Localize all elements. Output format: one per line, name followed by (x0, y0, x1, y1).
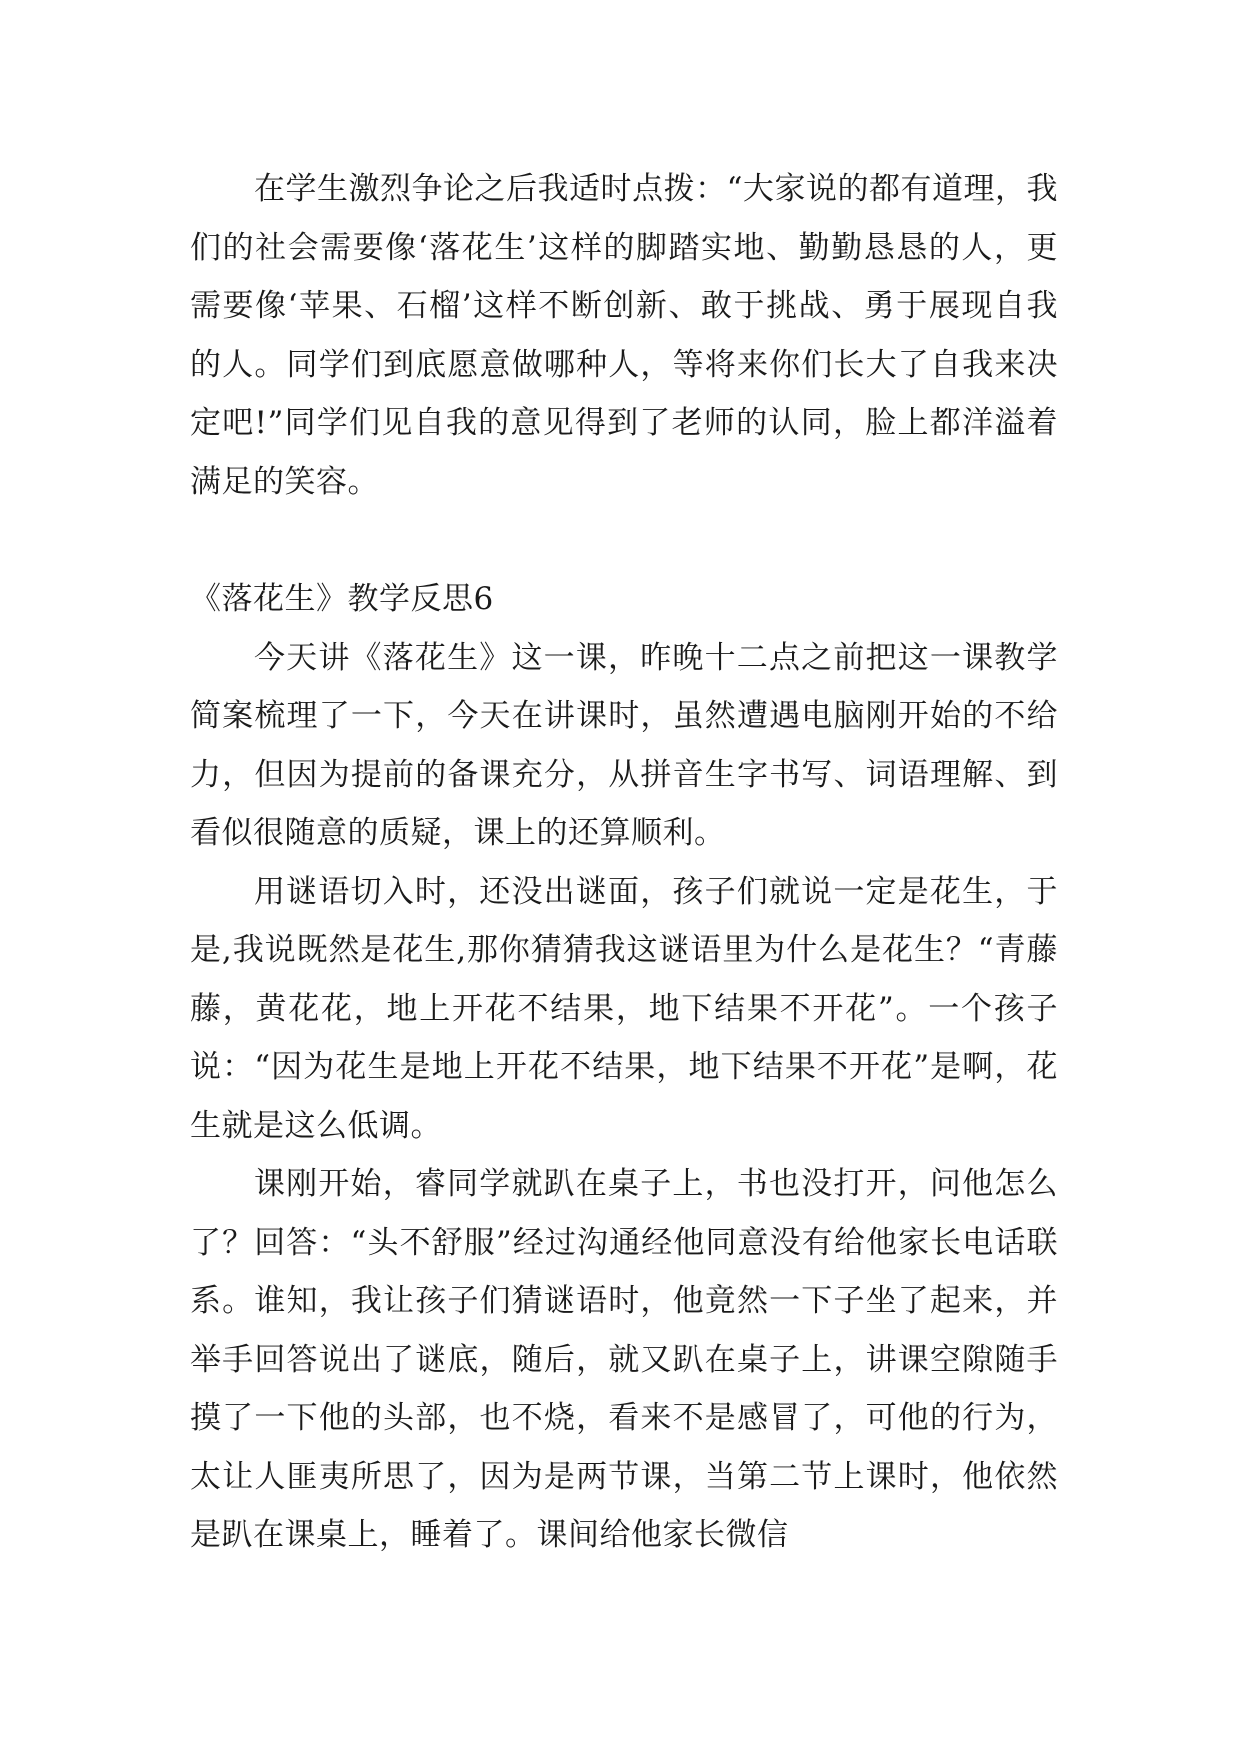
body-paragraph: 在学生激烈争论之后我适时点拨：“大家说的都有道理，我们的社会需要像‘落花生’这样的脚踏实地、勤勤恳恳的人，更需要像‘苹果、石榴’这样不断创新、敢于挑战、勇于展现自我的人。同学们到底愿意做哪种人，等将来你们长大了自我来决定吧!”同学们见自我的意见得到了老师的认同，脸上都洋溢着满足的笑容。 (190, 171, 1058, 500)
body-paragraph: 今天讲《落花生》这一课，昨晚十二点之前把这一课教学简案梳理了一下，今天在讲课时，虽然遭遇电脑刚开始的不给力，但因为提前的备课充分，从拼音生字书写、词语理解、到看似很随意的质疑，课上的还算顺利。 (190, 639, 1058, 851)
document-body (190, 160, 1058, 1565)
body-paragraph: 课刚开始，睿同学就趴在桌子上，书也没打开，问他怎么了？回答：“头不舒服”经过沟通经他同意没有给他家长电话联系。谁知，我让孩子们猜谜语时，他竟然一下子坐了起来，并举手回答说出了谜底，随后，就又趴在桌子上，讲课空隙随手摸了一下他的头部，也不烧，看来不是感冒了，可他的行为，太让人匪夷所思了，因为是两节课，当第二节上课时，他依然是趴在课桌上，睡着了。课间给他家长微信 (190, 1166, 1058, 1553)
body-paragraph: 用谜语切入时，还没出谜面，孩子们就说一定是花生，于是,我说既然是花生,那你猜猜我这谜语里为什么是花生？“青藤藤，黄花花，地上开花不结果，地下结果不开花”。一个孩子说：“因为花生是地上开花不结果，地下结果不开花”是啊，花生就是这么低调。 (190, 873, 1058, 1144)
section-spacer (190, 511, 1058, 570)
section-heading: 《落花生》教学反思6 (190, 581, 494, 617)
